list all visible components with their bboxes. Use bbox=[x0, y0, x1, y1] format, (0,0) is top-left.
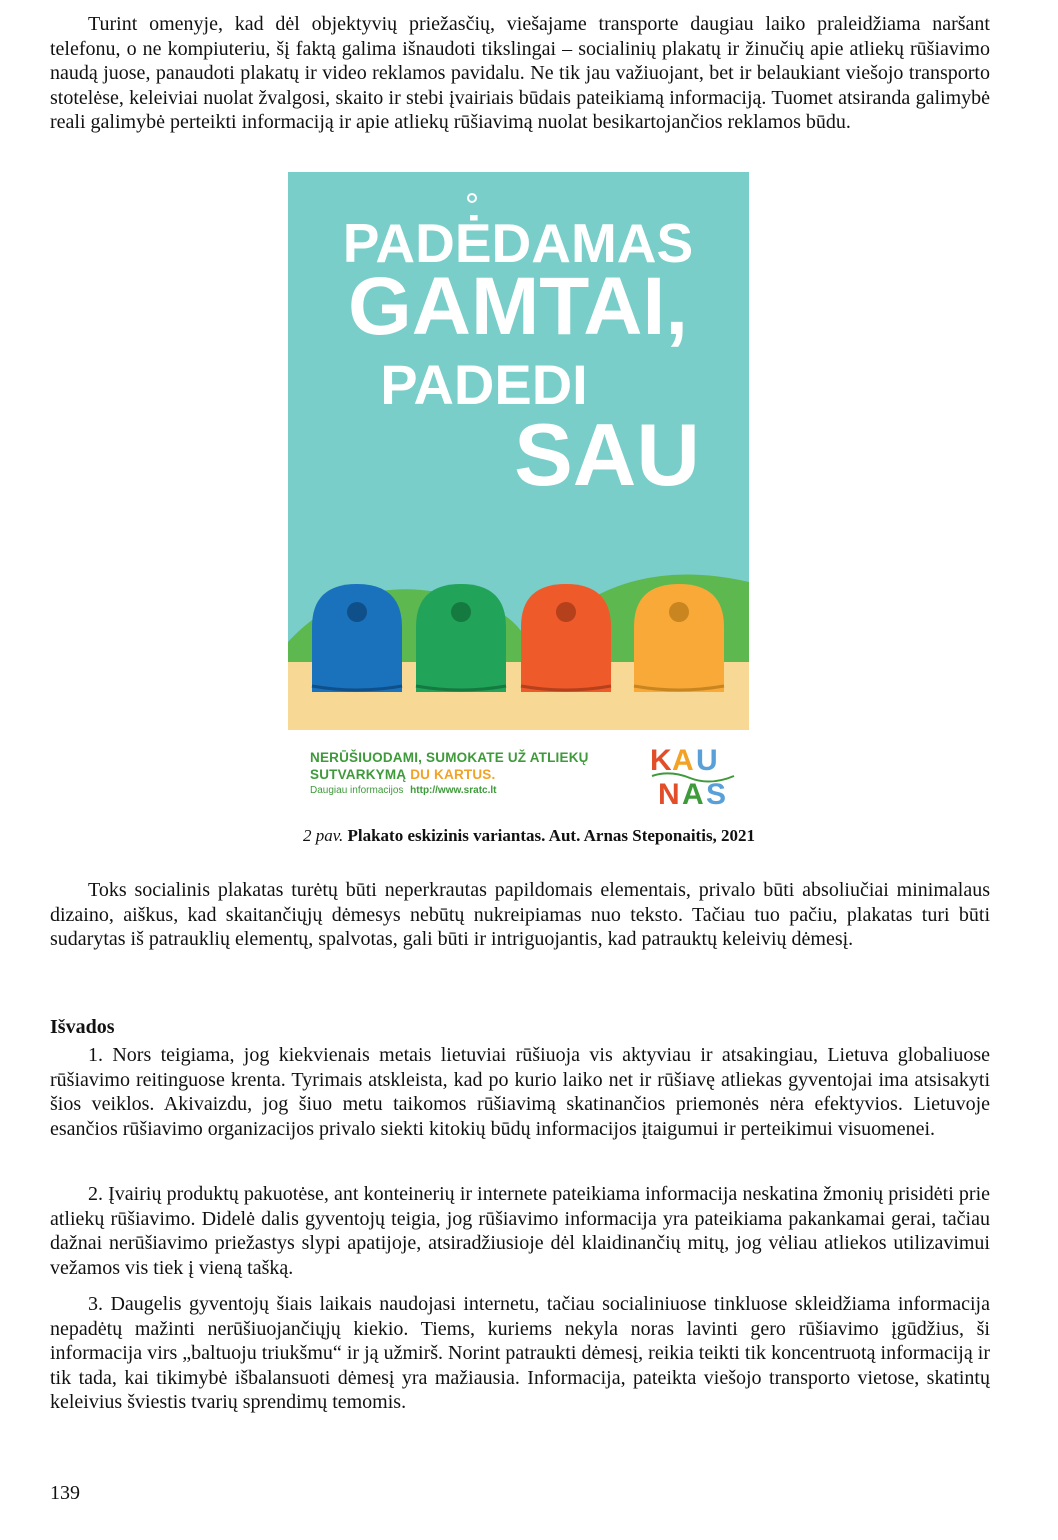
bin-orange bbox=[521, 584, 611, 692]
svg-text:N: N bbox=[658, 778, 680, 808]
poster-footer-line-2 bbox=[310, 767, 495, 782]
poster-footer-line-2a: SUTVARKYMĄ bbox=[310, 767, 407, 782]
snowflake-icon bbox=[468, 194, 476, 202]
poster-footer-line-2b: DU KARTUS. bbox=[410, 767, 496, 782]
svg-text:A: A bbox=[682, 778, 704, 808]
intro-paragraph: Turint omenyje, kad dėl objektyvių priežasčių, viešajame transporte daugiau laiko praleidžiama naršant telefonu, o ne kompiuteriu, šį faktą galima išnaudoti tikslingai – socialinių plakatų ir žinučių apie atliekų rūšiavimo naudą juose, panaudoti plakatų ir video reklamos pavidalu. Ne tik jau važiuojant, bet ir belaukiant viešojo transporto stotelėse, keleiviai nuolat žvalgosi, skaito ir stebi įvairiais būdais pateikiamą informaciją. Tuomet atsiranda galimybė reali galimybė perteikti informaciją ir apie atliekų rūšiavimą nuolat besikartojančios reklamos būdu. bbox=[50, 13, 990, 133]
svg-text:S: S bbox=[706, 778, 727, 808]
poster-url: http://www.sratc.lt bbox=[410, 785, 497, 796]
caption-title: Plakato eskizinis variantas. Aut. Arnas Steponaitis, 2021 bbox=[347, 826, 756, 845]
conclusion-item-1: 1. Nors teigiama, jog kiekvienais metais lietuviai rūšiuoja vis aktyviau ir atsakingiau, Lietuva globaliuose rūšiavimo reitinguose krenta. Tyrimais atskleista, kad po kurio laiko net ir rūšiavę atliekas gyventojai ima atsisakyti šios veiklos. Akivaizdu, jog šiuo metu taikomos rūšiavimą skatinančios priemonės nėra efektyvios. Lietuvoje esančios rūšiavimo organizacijos privalo siekti kitokių būdų informacijos įtaigumui ir perteikimui visuomenei. bbox=[50, 1044, 990, 1140]
conclusion-item-3: 3. Daugelis gyventojų šiais laikais naudojasi internetu, tačiau socialiniuose tinkluose skleidžiama informacija nepadėtų mažinti nerūšiuojančiųjų kiekio. Tiems, kuriems nekyla noras lavinti gero rūšiavimo įgūdžius, ši informacija virs „baltuoju triukšmu“ ir ją užmirš. Norint patraukti dėmesį, reikia teikti tik koncentruotą informaciją ir tik tada, kai tikimybė išbalansuoti dėmesį yra mažiausia. Informacija, pateikta viešojo transporto vietose, skatintų keleivius šviestis tvarių sprendimų temomis. bbox=[50, 1293, 990, 1413]
recycling-poster bbox=[288, 172, 749, 730]
poster-line-4: SAU bbox=[514, 405, 700, 504]
bin-blue bbox=[312, 584, 402, 692]
poster-line-2: GAMTAI, bbox=[347, 261, 689, 352]
svg-text:A: A bbox=[672, 744, 694, 777]
page-number: 139 bbox=[50, 1482, 80, 1504]
conclusions-heading: Išvados bbox=[50, 1016, 115, 1038]
bin-yellow bbox=[634, 584, 724, 692]
poster-info-label: Daugiau informacijos bbox=[310, 785, 404, 796]
kaunas-logo bbox=[650, 740, 736, 808]
poster-footer-line-1: NERŪŠIUODAMI, SUMOKATE UŽ ATLIEKŲ bbox=[310, 750, 589, 765]
poster-footer bbox=[288, 734, 749, 812]
svg-text:U: U bbox=[696, 744, 718, 777]
svg-text:K: K bbox=[650, 744, 672, 777]
after-figure-paragraph: Toks socialinis plakatas turėtų būti neperkrautas papildomais elementais, privalo būti absoliučiai minimalaus dizaino, aiškus, kad skaitančiųjų dėmesys nebūtų nukreipiamas nuo teksto. Tačiau tuo pačiu, plakatas turi būti sudarytas iš patrauklių elementų, spalvotas, gali būti ir intriguojantis, kad patrauktų keleivių dėmesį. bbox=[50, 879, 990, 950]
poster-line-1: PADĖDAMAS bbox=[342, 212, 694, 274]
caption-label: 2 pav. bbox=[302, 826, 344, 845]
poster-line-3: PADEDI bbox=[380, 353, 588, 416]
bin-green bbox=[416, 584, 506, 692]
poster-footer-info bbox=[310, 785, 496, 796]
conclusion-item-2: 2. Įvairių produktų pakuotėse, ant konteinerių ir internete pateikiama informacija neskatina žmonių prisidėti prie atliekų rūšiavimo. Didelė dalis gyventojų teigia, jog rūšiavimo informacija yra pateikiama pakankamai gerai, tačiau dažnai nerūšiavimo priežastys slypi apatijoje, atsiradžiusioje dėl klaidinančių mitų, jog vėliau atliekos utilizavimui vežamos vis tiek į vieną tašką. bbox=[50, 1183, 990, 1279]
figure-caption bbox=[0, 826, 1058, 846]
